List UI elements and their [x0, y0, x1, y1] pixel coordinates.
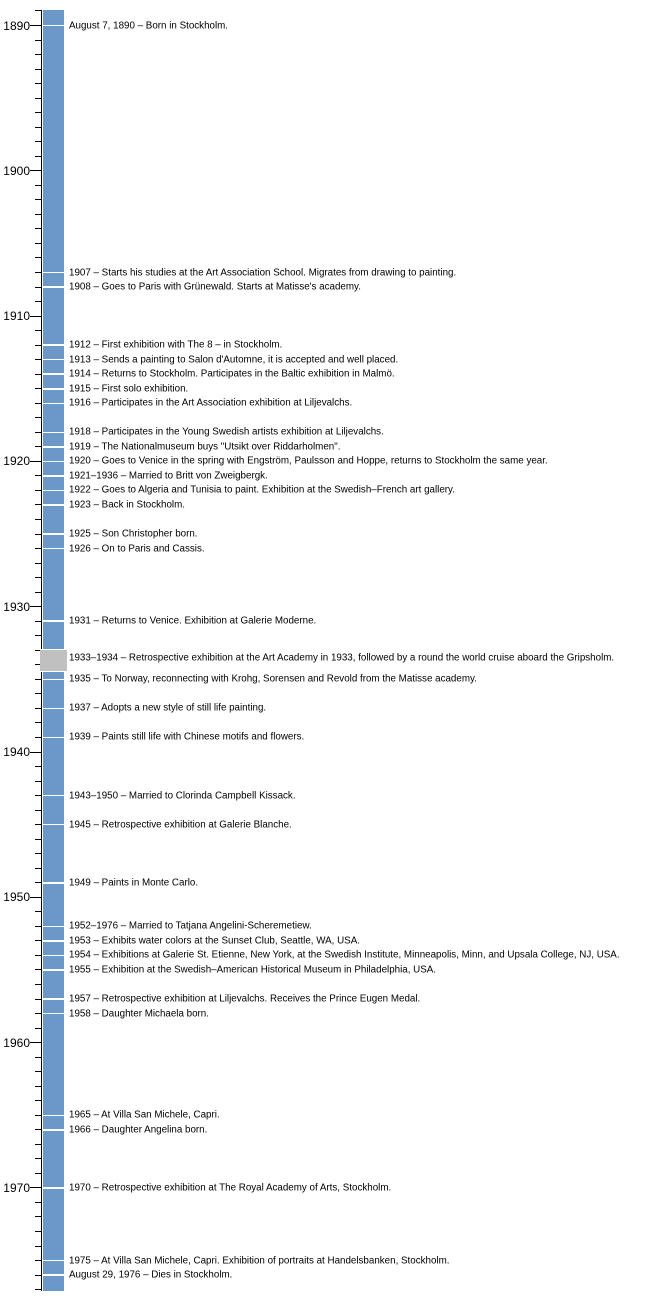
timeline-event-label: 1931 – Returns to Venice. Exhibition at Galerie Moderne.	[69, 615, 317, 627]
timeline-event-marker	[43, 446, 64, 448]
axis-major-tick	[30, 1187, 41, 1188]
axis-minor-tick	[35, 185, 42, 186]
timeline-event-label: 1919 – The Nationalmuseum buys "Utsikt over Riddarholmen".	[69, 441, 341, 453]
timeline-event-marker	[43, 272, 64, 274]
timeline-event-marker	[43, 461, 64, 463]
timeline-event-marker	[43, 504, 64, 506]
axis-year-label: 1890	[3, 18, 30, 33]
axis-minor-tick	[35, 345, 42, 346]
axis-minor-tick	[35, 708, 42, 709]
timeline-event-label: 1921–1936 – Married to Britt von Zweigbergk.	[69, 470, 268, 482]
axis-minor-tick	[35, 548, 42, 549]
axis-major-tick	[30, 170, 41, 171]
axis-minor-tick	[35, 882, 42, 883]
axis-minor-tick	[35, 795, 42, 796]
timeline-event-label: 1916 – Participates in the Art Association exhibition at Liljevalchs.	[69, 397, 353, 409]
axis-minor-tick	[35, 243, 42, 244]
axis-major-tick	[30, 752, 41, 753]
timeline-event-label: 1933–1934 – Retrospective exhibition at the Art Academy in 1933, followed by a round the world cruise aboard the Gripsholm.	[69, 652, 615, 664]
timeline-event-label: 1912 – First exhibition with The 8 – in Stockholm.	[69, 339, 283, 351]
axis-minor-tick	[35, 228, 42, 229]
axis-minor-tick	[35, 98, 42, 99]
axis-minor-tick	[35, 926, 42, 927]
timeline-event-marker	[43, 403, 64, 405]
axis-year-label: 1930	[3, 599, 30, 614]
timeline-event-marker	[43, 533, 64, 535]
axis-minor-tick	[35, 853, 42, 854]
timeline-event-marker	[43, 998, 64, 1000]
axis-major-tick	[30, 25, 41, 26]
timeline-event-marker	[43, 708, 64, 710]
axis-year-label: 1900	[3, 163, 30, 178]
axis-major-tick	[30, 461, 41, 462]
axis-year-label: 1940	[3, 745, 30, 759]
period-highlight-1933-1934	[40, 649, 67, 672]
timeline-event-label: 1966 – Daughter Angelina born.	[69, 1124, 208, 1136]
timeline-event-label: 1965 – At Villa San Michele, Capri.	[69, 1109, 220, 1121]
timeline-event-marker	[43, 373, 64, 375]
axis-major-tick	[30, 606, 41, 607]
axis-minor-tick	[35, 141, 42, 142]
axis-minor-tick	[35, 1057, 42, 1058]
timeline-event-marker	[43, 548, 64, 550]
axis-minor-tick	[35, 1115, 42, 1116]
timeline-event-marker	[43, 490, 64, 492]
axis-minor-tick	[35, 839, 42, 840]
axis-minor-tick	[35, 432, 42, 433]
timeline-event-marker	[43, 344, 64, 346]
timeline-event-label: 1945 – Retrospective exhibition at Galerie Blanche.	[69, 819, 292, 831]
axis-minor-tick	[35, 1216, 42, 1217]
axis-major-tick	[30, 1042, 41, 1043]
timeline-event-marker	[43, 1260, 64, 1262]
axis-minor-tick	[35, 1202, 42, 1203]
axis-minor-tick	[35, 1289, 42, 1290]
axis-minor-tick	[35, 54, 42, 55]
axis-minor-tick	[35, 403, 42, 404]
timeline-event-label: August 7, 1890 – Born in Stockholm.	[69, 20, 229, 31]
timeline-event-marker	[43, 955, 64, 957]
axis-minor-tick	[35, 1028, 42, 1029]
axis-minor-tick	[35, 1158, 42, 1159]
axis-minor-tick	[35, 940, 42, 941]
axis-minor-tick	[35, 519, 42, 520]
timeline-event-label: 1915 – First solo exhibition.	[69, 383, 189, 395]
timeline-event-label: 1908 – Goes to Paris with Grünewald. Starts at Matisse's academy.	[69, 281, 361, 293]
axis-year-label: 1960	[3, 1035, 30, 1050]
timeline-event-label: 1907 – Starts his studies at the Art Association School. Migrates from drawing to painting.	[69, 267, 457, 278]
axis-minor-tick	[35, 1275, 42, 1276]
axis-minor-tick	[35, 388, 42, 389]
axis-minor-tick	[35, 781, 42, 782]
axis-year-label: 1910	[3, 309, 30, 324]
timeline-event-label: 1939 – Paints still life with Chinese motifs and flowers.	[69, 731, 305, 743]
axis-minor-tick	[35, 955, 42, 956]
axis-minor-tick	[35, 199, 42, 200]
axis-minor-tick	[35, 301, 42, 302]
axis-minor-tick	[35, 1173, 42, 1174]
axis-minor-tick	[35, 69, 42, 70]
axis-minor-tick	[35, 257, 42, 258]
axis-minor-tick	[35, 287, 42, 288]
axis-minor-tick	[35, 40, 42, 41]
timeline-event-label: 1922 – Goes to Algeria and Tunisia to paint. Exhibition at the Swedish–French art gallery.	[69, 484, 455, 496]
axis-minor-tick	[35, 1100, 42, 1101]
timeline-event-marker	[43, 1129, 64, 1131]
axis-minor-tick	[35, 10, 42, 11]
timeline-event-marker	[43, 475, 64, 477]
timeline-event-label: 1958 – Daughter Michaela born.	[69, 1008, 209, 1020]
axis-minor-tick	[35, 330, 42, 331]
timeline-event-label: 1955 – Exhibition at the Swedish–American Historical Museum in Philadelphia, USA.	[69, 964, 437, 976]
axis-minor-tick	[35, 214, 42, 215]
axis-minor-tick	[35, 824, 42, 825]
axis-minor-tick	[35, 969, 42, 970]
axis-minor-tick	[35, 1071, 42, 1072]
axis-minor-tick	[35, 577, 42, 578]
axis-minor-tick	[35, 374, 42, 375]
timeline-event-marker	[43, 388, 64, 390]
axis-minor-tick	[35, 1129, 42, 1130]
axis-minor-tick	[35, 563, 42, 564]
timeline-event-label: 1926 – On to Paris and Cassis.	[69, 543, 205, 555]
axis-minor-tick	[35, 1246, 42, 1247]
timeline-event-label: 1920 – Goes to Venice in the spring with Engström, Paulsson and Hoppe, returns to Stockholm the same year.	[69, 455, 548, 467]
axis-minor-tick	[35, 1144, 42, 1145]
timeline-event-marker	[43, 359, 64, 361]
timeline-event-marker	[43, 926, 64, 928]
axis-minor-tick	[35, 272, 42, 273]
axis-minor-tick	[35, 156, 42, 157]
axis-minor-tick	[35, 127, 42, 128]
axis-minor-tick	[35, 504, 42, 505]
axis-minor-tick	[35, 984, 42, 985]
axis-minor-tick	[35, 359, 42, 360]
timeline-event-label: 1935 – To Norway, reconnecting with Krohg, Sorensen and Revold from the Matisse academy.	[69, 673, 477, 685]
timeline-event-marker	[43, 940, 64, 942]
timeline-event-label: 1957 – Retrospective exhibition at Liljevalchs. Receives the Prince Eugen Medal.	[69, 993, 421, 1005]
timeline-event-marker	[43, 679, 64, 681]
axis-minor-tick	[35, 766, 42, 767]
axis-minor-tick	[35, 112, 42, 113]
axis-minor-tick	[35, 679, 42, 680]
axis-minor-tick	[35, 446, 42, 447]
timeline-event-marker	[43, 969, 64, 971]
timeline-event-marker	[43, 620, 64, 622]
timeline-event-marker	[43, 1013, 64, 1015]
timeline-event-marker	[43, 795, 64, 797]
timeline-event-marker	[43, 737, 64, 739]
axis-minor-tick	[35, 475, 42, 476]
axis-minor-tick	[35, 534, 42, 535]
timeline-event-label: 1914 – Returns to Stockholm. Participates in the Baltic exhibition in Malmö.	[69, 368, 395, 380]
axis-minor-tick	[35, 1013, 42, 1014]
timeline-event-label: 1923 – Back in Stockholm.	[69, 499, 185, 511]
axis-minor-tick	[35, 999, 42, 1000]
timeline-event-marker	[43, 1274, 64, 1276]
axis-minor-tick	[35, 83, 42, 84]
timeline-event-marker	[43, 824, 64, 826]
axis-minor-tick	[35, 621, 42, 622]
timeline-event-label: 1943–1950 – Married to Clorinda Campbell Kissack.	[69, 790, 296, 802]
timeline-event-label: 1937 – Adopts a new style of still life painting.	[69, 702, 267, 714]
axis-minor-tick	[35, 868, 42, 869]
axis-minor-tick	[35, 1231, 42, 1232]
timeline-event-marker	[43, 25, 64, 27]
timeline-event-label: 1913 – Sends a painting to Salon d'Automne, it is accepted and well placed.	[69, 354, 399, 366]
timeline-event-label: 1975 – At Villa San Michele, Capri. Exhibition of portraits at Handelsbanken, Stockholm.	[69, 1255, 450, 1267]
timeline-event-label: 1970 – Retrospective exhibition at The Royal Academy of Arts, Stockholm.	[69, 1182, 392, 1194]
axis-minor-tick	[35, 693, 42, 694]
axis-year-label: 1950	[3, 890, 30, 905]
timeline-event-marker	[43, 882, 64, 884]
axis-minor-tick	[35, 635, 42, 636]
axis-major-tick	[30, 316, 41, 317]
axis-minor-tick	[35, 490, 42, 491]
timeline-event-label: 1918 – Participates in the Young Swedish artists exhibition at Liljevalchs.	[69, 426, 384, 438]
axis-major-tick	[30, 897, 41, 898]
timeline-event-label: 1925 – Son Christopher born.	[69, 528, 198, 540]
axis-minor-tick	[35, 737, 42, 738]
axis-year-label: 1920	[3, 454, 30, 469]
axis-minor-tick	[35, 1086, 42, 1087]
timeline-event-label: August 29, 1976 – Dies in Stockholm.	[69, 1269, 233, 1281]
timeline-event-label: 1949 – Paints in Monte Carlo.	[69, 877, 199, 889]
timeline-event-label: 1953 – Exhibits water colors at the Sunset Club, Seattle, WA, USA.	[69, 935, 360, 947]
axis-minor-tick	[35, 1260, 42, 1261]
timeline-event-marker	[43, 1115, 64, 1117]
timeline-event-label: 1952–1976 – Married to Tatjana Angelini-Scheremetiew.	[69, 920, 312, 932]
timeline-event-marker	[43, 1187, 64, 1189]
axis-minor-tick	[35, 810, 42, 811]
axis-minor-tick	[35, 417, 42, 418]
timeline-event-marker	[43, 286, 64, 288]
axis-minor-tick	[35, 722, 42, 723]
timeline-event-label: 1954 – Exhibitions at Galerie St. Etienne, New York, at the Swedish Institute, Minneapolis, Minn, and Upsala College, NJ, USA.	[69, 949, 620, 961]
axis-minor-tick	[35, 592, 42, 593]
axis-minor-tick	[35, 911, 42, 912]
timeline-event-marker	[43, 432, 64, 434]
axis-year-label: 1970	[3, 1180, 30, 1195]
